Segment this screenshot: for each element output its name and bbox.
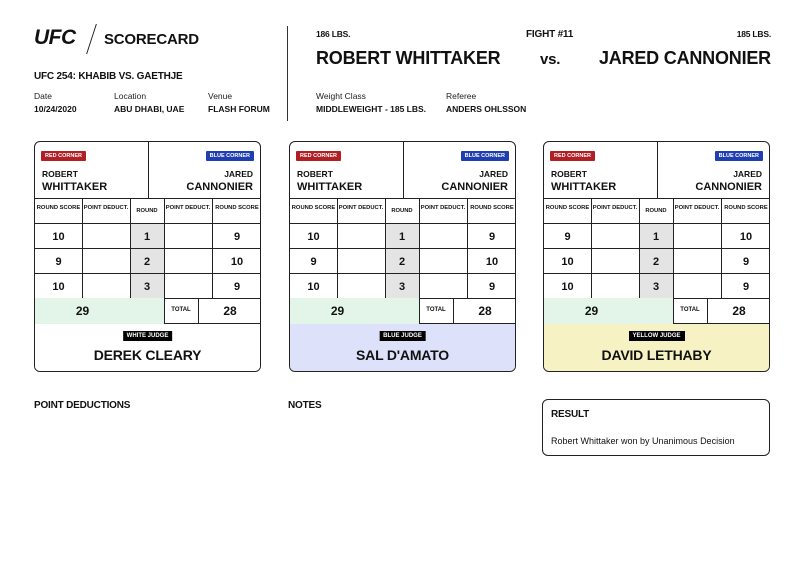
- judge-type-badge: BLUE JUDGE: [379, 331, 426, 341]
- red-round-score: 10: [307, 281, 320, 293]
- round-number: 3: [652, 281, 660, 293]
- red-fighter-name: ROBERT WHITTAKER: [316, 48, 501, 68]
- result-label: RESULT: [551, 409, 590, 420]
- blue-corner-badge: BLUE CORNER: [461, 151, 509, 161]
- header-red-round-score: ROUND SCORE: [291, 205, 336, 211]
- blue-corner-badge: BLUE CORNER: [715, 151, 763, 161]
- blue-round-score: 9: [488, 231, 496, 243]
- scorecard-title: SCORECARD: [104, 31, 199, 48]
- notes-label: NOTES: [288, 400, 322, 411]
- red-corner-badge: RED CORNER: [41, 151, 86, 161]
- judge-name: DAVID LETHABY: [601, 347, 712, 363]
- header-blue-round-score: ROUND SCORE: [215, 205, 259, 211]
- red-last-name: WHITTAKER: [297, 181, 363, 193]
- red-fighter-weight: 186 LBS.: [316, 29, 351, 39]
- judge-type-badge: YELLOW JUDGE: [628, 331, 684, 341]
- venue-value: FLASH FORUM: [208, 104, 270, 114]
- round-number: 2: [398, 256, 406, 268]
- round-number: 2: [652, 256, 660, 268]
- round-number: 1: [398, 231, 406, 243]
- red-round-score: 10: [52, 281, 65, 293]
- header-red-point-deduct: POINT DEDUCT.: [592, 205, 638, 211]
- table-header: [544, 199, 769, 224]
- header-blue-point-deduct: POINT DEDUCT.: [165, 205, 211, 211]
- judge-area: [35, 324, 260, 372]
- header-blue-round-score: ROUND SCORE: [724, 205, 768, 211]
- table-header: [290, 199, 515, 224]
- blue-fighter-weight: 185 LBS.: [736, 29, 771, 39]
- red-total: 29: [330, 304, 345, 318]
- header-red-round-score: ROUND SCORE: [545, 205, 590, 211]
- date-value: 10/24/2020: [34, 104, 77, 114]
- red-last-name: WHITTAKER: [42, 181, 108, 193]
- red-corner-badge: RED CORNER: [550, 151, 595, 161]
- red-round-score: 10: [561, 256, 574, 268]
- judge-scorecard: [543, 141, 770, 372]
- table-row: [35, 249, 260, 274]
- red-round-score: 10: [307, 231, 320, 243]
- red-first-name: ROBERT: [42, 169, 78, 179]
- round-number: 1: [143, 231, 151, 243]
- round-number: 3: [398, 281, 406, 293]
- total-label: TOTAL: [426, 307, 446, 313]
- blue-corner-badge: BLUE CORNER: [206, 151, 254, 161]
- blue-last-name: CANNONIER: [441, 181, 508, 193]
- total-label: TOTAL: [680, 307, 700, 313]
- blue-total: 28: [478, 304, 492, 318]
- header-blue-point-deduct: POINT DEDUCT.: [420, 205, 466, 211]
- header-blue-point-deduct: POINT DEDUCT.: [674, 205, 720, 211]
- blue-first-name: JARED: [224, 169, 253, 179]
- table-row: [290, 249, 515, 274]
- round-number: 3: [143, 281, 151, 293]
- round-number: 2: [143, 256, 151, 268]
- blue-fighter-name: JARED CANNONIER: [598, 48, 771, 68]
- totals-row: [35, 298, 260, 324]
- red-corner-badge: RED CORNER: [296, 151, 341, 161]
- ufc-logo: UFC: [34, 26, 76, 49]
- red-first-name: ROBERT: [551, 169, 587, 179]
- header-red-point-deduct: POINT DEDUCT.: [338, 205, 384, 211]
- result-box: [542, 399, 770, 456]
- total-label: TOTAL: [171, 307, 191, 313]
- date-label: Date: [34, 91, 52, 101]
- point-deductions-label: POINT DEDUCTIONS: [34, 400, 131, 411]
- corner-header: [544, 142, 769, 199]
- totals-row: [544, 298, 769, 324]
- referee-label: Referee: [446, 91, 477, 101]
- red-round-score: 9: [55, 256, 62, 268]
- weight-class-label: Weight Class: [316, 91, 366, 101]
- blue-first-name: JARED: [479, 169, 508, 179]
- referee-value: ANDERS OHLSSON: [446, 104, 527, 114]
- red-total: 29: [584, 304, 599, 318]
- blue-round-score: 9: [742, 281, 750, 293]
- red-round-score: 9: [564, 231, 571, 243]
- red-first-name: ROBERT: [297, 169, 333, 179]
- table-row: [290, 274, 515, 299]
- blue-round-score: 9: [233, 231, 241, 243]
- corner-header: [35, 142, 260, 199]
- header-red-point-deduct: POINT DEDUCT.: [83, 205, 129, 211]
- logo-divider: [86, 24, 97, 54]
- location-value: ABU DHABI, UAE: [114, 104, 185, 114]
- versus-label: vs.: [540, 51, 561, 68]
- header-blue-round-score: ROUND SCORE: [470, 205, 514, 211]
- red-round-score: 9: [310, 256, 317, 268]
- header-round: ROUND: [645, 208, 667, 214]
- table-row: [544, 274, 769, 299]
- weight-class-value: MIDDLEWEIGHT - 185 LBS.: [316, 104, 427, 114]
- blue-first-name: JARED: [733, 169, 762, 179]
- fight-number: FIGHT #11: [526, 29, 574, 40]
- totals-row: [290, 298, 515, 324]
- table-row: [290, 224, 515, 249]
- header-round: ROUND: [391, 208, 413, 214]
- judge-area: [544, 324, 769, 372]
- table-row: [544, 224, 769, 249]
- red-last-name: WHITTAKER: [551, 181, 617, 193]
- judge-scorecard: [289, 141, 516, 372]
- header-round: ROUND: [136, 208, 158, 214]
- header-divider: [287, 26, 288, 121]
- header-red-round-score: ROUND SCORE: [36, 205, 81, 211]
- blue-total: 28: [223, 304, 237, 318]
- blue-round-score: 10: [739, 231, 753, 243]
- blue-round-score: 10: [230, 256, 244, 268]
- table-row: [35, 274, 260, 299]
- table-row: [35, 224, 260, 249]
- judge-type-badge: WHITE JUDGE: [123, 331, 173, 341]
- blue-round-score: 9: [742, 256, 750, 268]
- blue-round-score: 10: [485, 256, 499, 268]
- table-row: [544, 249, 769, 274]
- judge-area: [290, 324, 515, 372]
- judge-name: DEREK CLEARY: [93, 347, 202, 363]
- red-round-score: 10: [561, 281, 574, 293]
- judge-name: SAL D'AMATO: [356, 347, 449, 363]
- blue-last-name: CANNONIER: [186, 181, 253, 193]
- round-number: 1: [652, 231, 660, 243]
- location-label: Location: [114, 91, 147, 101]
- judge-scorecard: [34, 141, 261, 372]
- result-text: Robert Whittaker won by Unanimous Decision: [551, 436, 735, 446]
- corner-header: [290, 142, 515, 199]
- blue-round-score: 9: [488, 281, 496, 293]
- blue-round-score: 9: [233, 281, 241, 293]
- blue-total: 28: [732, 304, 746, 318]
- venue-label: Venue: [208, 91, 233, 101]
- event-title: UFC 254: KHABIB VS. GAETHJE: [34, 71, 183, 82]
- blue-last-name: CANNONIER: [695, 181, 762, 193]
- table-header: [35, 199, 260, 224]
- red-round-score: 10: [52, 231, 65, 243]
- red-total: 29: [75, 304, 90, 318]
